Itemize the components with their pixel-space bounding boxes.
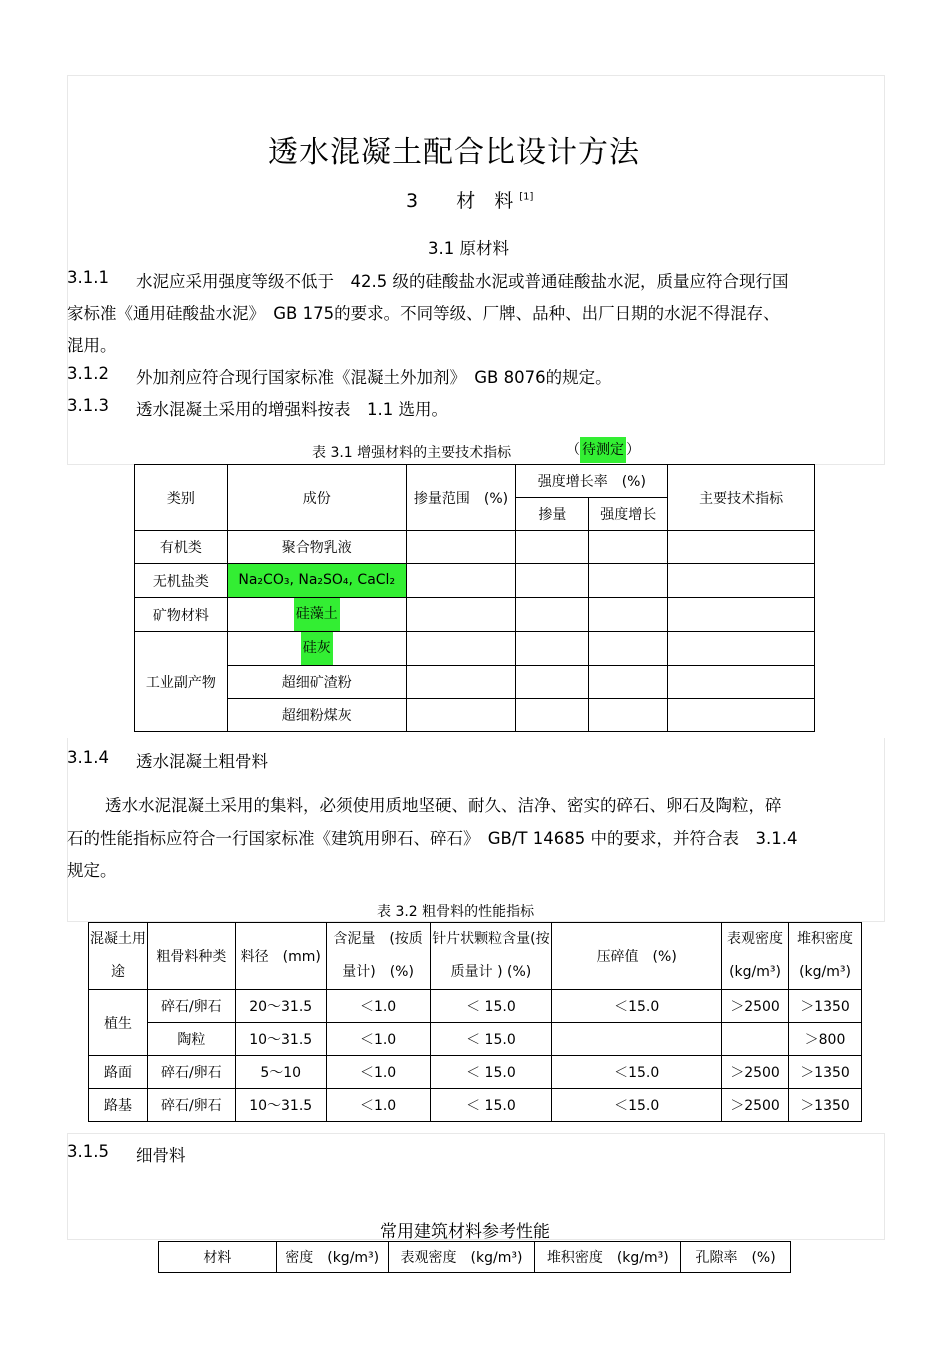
table1-cell-category: 矿物材料 bbox=[135, 598, 228, 632]
table2-cell-mud: ＜1.0 bbox=[326, 990, 430, 1023]
table1-cell bbox=[406, 699, 516, 732]
table1-header-component: 成份 bbox=[227, 465, 406, 531]
table2-cell-bulk: ＞1350 bbox=[789, 990, 862, 1023]
table1-component-highlight: Na₂CO₃, Na₂SO₄, CaCl₂ bbox=[228, 564, 406, 597]
table2-cell-crush: ＜15.0 bbox=[552, 1089, 722, 1122]
table1-caption-tag: （ 待测定 ） bbox=[566, 436, 640, 464]
table1-cell bbox=[668, 699, 815, 732]
table2-cell-flaky: ＜ 15.0 bbox=[430, 1023, 552, 1056]
table-row bbox=[89, 1056, 862, 1089]
table1-cell bbox=[406, 632, 516, 666]
table1-cell bbox=[589, 531, 668, 564]
table1-cell bbox=[589, 666, 668, 699]
table1-header-dosage-range: 掺量范围 (%) bbox=[406, 465, 516, 531]
clause-3-1-5-number: 3.1.5 bbox=[67, 1142, 109, 1161]
table2-cell-flaky: ＜ 15.0 bbox=[430, 1089, 552, 1122]
clause-3-1-4-para-line1: 透水水泥混凝土采用的集料，必须使用质地坚硬、耐久、洁净、密实的碎石、卵石及陶粒，碎 bbox=[105, 796, 782, 815]
table2-cell-flaky: ＜ 15.0 bbox=[430, 1056, 552, 1089]
table-row bbox=[135, 632, 815, 666]
table1-cell bbox=[668, 564, 815, 598]
table2-cell-crush bbox=[552, 1023, 722, 1056]
table2-header-mud: 含泥量 (按质量计) (%) bbox=[326, 923, 430, 990]
table2-cell-size: 10～31.5 bbox=[235, 1089, 326, 1122]
table2-cell-type: 陶粒 bbox=[147, 1023, 235, 1056]
table1-header-category: 类别 bbox=[135, 465, 228, 531]
table2-cell-type: 碎石/卵石 bbox=[147, 1089, 235, 1122]
table1-cell-component bbox=[227, 598, 406, 632]
table1-cell-category: 有机类 bbox=[135, 531, 228, 564]
table1-cell-category: 无机盐类 bbox=[135, 564, 228, 598]
chapter-heading bbox=[406, 186, 533, 213]
page-title: 透水混凝土配合比设计方法 bbox=[268, 135, 640, 170]
table3-header-density: 密度 (kg/m³) bbox=[276, 1242, 388, 1273]
chapter-number: 3 bbox=[406, 190, 419, 212]
table2-cell-bulk: ＞1350 bbox=[789, 1089, 862, 1122]
table2-header-apparent-density: 表观密度(kg/m³) bbox=[722, 923, 789, 990]
table2-cell-flaky: ＜ 15.0 bbox=[430, 990, 552, 1023]
table1-cell-component bbox=[227, 632, 406, 666]
table2-header-use: 混凝土用途 bbox=[89, 923, 148, 990]
table-row bbox=[135, 598, 815, 632]
chapter-name: 材 料 bbox=[456, 190, 514, 212]
clause-3-1-5-text: 细骨料 bbox=[136, 1146, 186, 1165]
table1-cell bbox=[589, 632, 668, 666]
table-row bbox=[135, 699, 815, 732]
table3 bbox=[158, 1241, 791, 1273]
table1-cell bbox=[516, 564, 589, 598]
table2-cell-use: 路基 bbox=[89, 1089, 148, 1122]
table2-cell-bulk: ＞1350 bbox=[789, 1056, 862, 1089]
table3-header-material: 材料 bbox=[159, 1242, 277, 1273]
clause-3-1-2-number: 3.1.2 bbox=[67, 364, 109, 383]
table2-cell-mud: ＜1.0 bbox=[326, 1056, 430, 1089]
table-row bbox=[89, 1023, 862, 1056]
table3-header-bulk: 堆积密度 (kg/m³) bbox=[535, 1242, 681, 1273]
table3-caption: 常用建筑材料参考性能 bbox=[380, 1222, 550, 1242]
clause-3-1-4-para-line2: 石的性能指标应符合一行国家标准《建筑用卵石、碎石》 GB/T 14685 中的要求，并符合表 3.1.4 bbox=[67, 829, 798, 848]
table2-header-bulk-density: 堆积密度(kg/m³) bbox=[789, 923, 862, 990]
table1-cell bbox=[668, 632, 815, 666]
table-row bbox=[89, 1089, 862, 1122]
table1-cell-component: 聚合物乳液 bbox=[227, 531, 406, 564]
table2-cell-apparent: ＞2500 bbox=[722, 1056, 789, 1089]
table1-cell bbox=[406, 564, 516, 598]
table1-cell bbox=[406, 598, 516, 632]
table2-cell-bulk: ＞800 bbox=[789, 1023, 862, 1056]
table1-component-highlight: 硅灰 bbox=[301, 632, 333, 665]
clause-3-1-4-number: 3.1.4 bbox=[67, 748, 109, 767]
table2-cell-use: 路面 bbox=[89, 1056, 148, 1089]
table2-cell-apparent bbox=[722, 1023, 789, 1056]
table1-cell bbox=[516, 531, 589, 564]
table-row bbox=[135, 666, 815, 699]
table3-header-apparent: 表观密度 (kg/m³) bbox=[388, 1242, 535, 1273]
section-heading: 3.1 原材料 bbox=[428, 239, 509, 258]
table2-cell-size: 20～31.5 bbox=[235, 990, 326, 1023]
table1-cell bbox=[406, 666, 516, 699]
table1-cell bbox=[589, 564, 668, 598]
table1-cell-component: 超细矿渣粉 bbox=[227, 666, 406, 699]
table1-cell bbox=[668, 666, 815, 699]
table1-header-dosage: 掺量 bbox=[516, 498, 589, 531]
table2-cell-size: 5～10 bbox=[235, 1056, 326, 1089]
table1-cell-category: 工业副产物 bbox=[135, 632, 228, 732]
table2-cell-size: 10～31.5 bbox=[235, 1023, 326, 1056]
table3-header-porosity: 孔隙率 (%) bbox=[681, 1242, 791, 1273]
table2-cell-mud: ＜1.0 bbox=[326, 1089, 430, 1122]
table1-cell bbox=[516, 666, 589, 699]
table1-cell bbox=[589, 699, 668, 732]
table1-cell bbox=[516, 632, 589, 666]
chapter-ref: [1] bbox=[519, 191, 534, 203]
table-row bbox=[135, 564, 815, 598]
clause-3-1-4-para-line3: 规定。 bbox=[67, 861, 117, 880]
table1-cell bbox=[668, 598, 815, 632]
table1-cell bbox=[406, 531, 516, 564]
clause-3-1-1-line3: 混用。 bbox=[67, 336, 117, 355]
table1-cell bbox=[589, 598, 668, 632]
table2-cell-apparent: ＞2500 bbox=[722, 1089, 789, 1122]
table-row bbox=[89, 990, 862, 1023]
table1 bbox=[134, 464, 815, 732]
table2-caption: 表 3.2 粗骨料的性能指标 bbox=[377, 904, 535, 920]
table1-header-main-index: 主要技术指标 bbox=[668, 465, 815, 531]
table2 bbox=[88, 922, 862, 1122]
table1-cell bbox=[668, 531, 815, 564]
table1-cell bbox=[516, 699, 589, 732]
table1-header-growth: 强度增长 bbox=[589, 498, 668, 531]
table1-caption: 表 3.1 增强材料的主要技术指标 bbox=[312, 445, 512, 461]
clause-3-1-1-line1: 水泥应采用强度等级不低于 42.5 级的硅酸盐水泥或普通硅酸盐水泥，质量应符合现行国 bbox=[136, 272, 789, 291]
table1-component-highlight: 硅藻土 bbox=[294, 598, 340, 631]
table2-header-type: 粗骨料种类 bbox=[147, 923, 235, 990]
clause-3-1-2-text: 外加剂应符合现行国家标准《混凝土外加剂》 GB 8076的规定。 bbox=[136, 368, 612, 387]
table2-cell-apparent: ＞2500 bbox=[722, 990, 789, 1023]
table2-header-crush: 压碎值 (%) bbox=[552, 923, 722, 990]
table2-header-flaky: 针片状颗粒含量(按质量计 ) (%) bbox=[430, 923, 552, 990]
clause-3-1-4-text: 透水混凝土粗骨料 bbox=[136, 752, 268, 771]
table2-cell-use: 植生 bbox=[89, 990, 148, 1056]
table-row bbox=[135, 531, 815, 564]
table1-tag-highlight: 待测定 bbox=[580, 437, 626, 463]
clause-3-1-1-line2: 家标准《通用硅酸盐水泥》 GB 175的要求。不同等级、厂牌、品种、出厂日期的水泥不得混存、 bbox=[67, 304, 780, 323]
table1-cell-component bbox=[227, 564, 406, 598]
table2-cell-type: 碎石/卵石 bbox=[147, 1056, 235, 1089]
clause-3-1-3-number: 3.1.3 bbox=[67, 396, 109, 415]
clause-3-1-3-text: 透水混凝土采用的增强料按表 1.1 选用。 bbox=[136, 400, 448, 419]
table1-cell bbox=[516, 598, 589, 632]
table2-cell-crush: ＜15.0 bbox=[552, 990, 722, 1023]
table2-header-size: 料径 (mm) bbox=[235, 923, 326, 990]
table1-header-strength-growth: 强度增长率 (%) bbox=[516, 465, 668, 498]
table1-cell-component: 超细粉煤灰 bbox=[227, 699, 406, 732]
clause-3-1-1-number: 3.1.1 bbox=[67, 268, 109, 287]
table2-cell-mud: ＜1.0 bbox=[326, 1023, 430, 1056]
table2-cell-type: 碎石/卵石 bbox=[147, 990, 235, 1023]
table2-cell-crush: ＜15.0 bbox=[552, 1056, 722, 1089]
